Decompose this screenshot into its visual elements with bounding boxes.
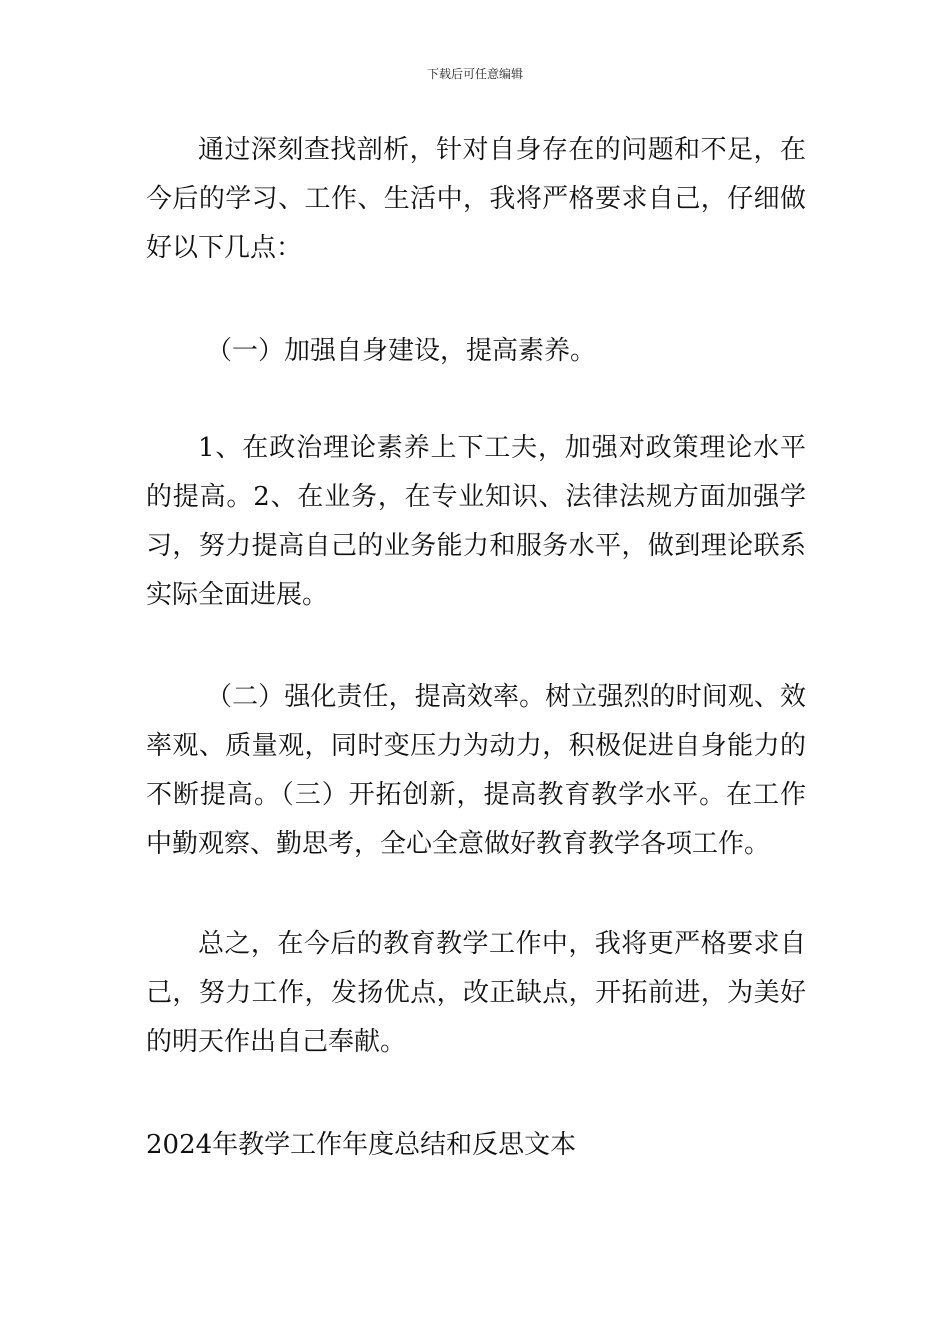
- paragraph-intro: 通过深刻查找剖析，针对自身存在的问题和不足，在今后的学习、工作、生活中，我将严格要求自己，仔细做好以下几点：: [146, 135, 806, 263]
- paragraph-section-one-heading: （一）加强自身建设，提高素养。: [206, 336, 597, 366]
- page-header: 下载后可任意编辑: [426, 67, 523, 81]
- paragraph-conclusion: 总之，在今后的教育教学工作中，我将更严格要求自己，努力工作，发扬优点，改正缺点，开拓前进，为美好的明天作出自己奉献。: [146, 929, 806, 1057]
- paragraph-section-two-three: （二）强化责任，提高效率。树立强烈的时间观、效率观、质量观，同时变压力为动力，积极促进自身能力的不断提高。（三）开拓创新，提高教育教学水平。在工作中勤观察、勤思考，全心全意做好教育教学各项工作。: [146, 682, 806, 859]
- document-title-next: 2024年教学工作年度总结和反思文本: [146, 1130, 577, 1160]
- paragraph-section-one-items: 1、在政治理论素养上下工夫，加强对政策理论水平的提高。2、在业务，在专业知识、法律法规方面加强学习，努力提高自己的业务能力和服务水平，做到理论联系实际全面进展。: [146, 433, 806, 610]
